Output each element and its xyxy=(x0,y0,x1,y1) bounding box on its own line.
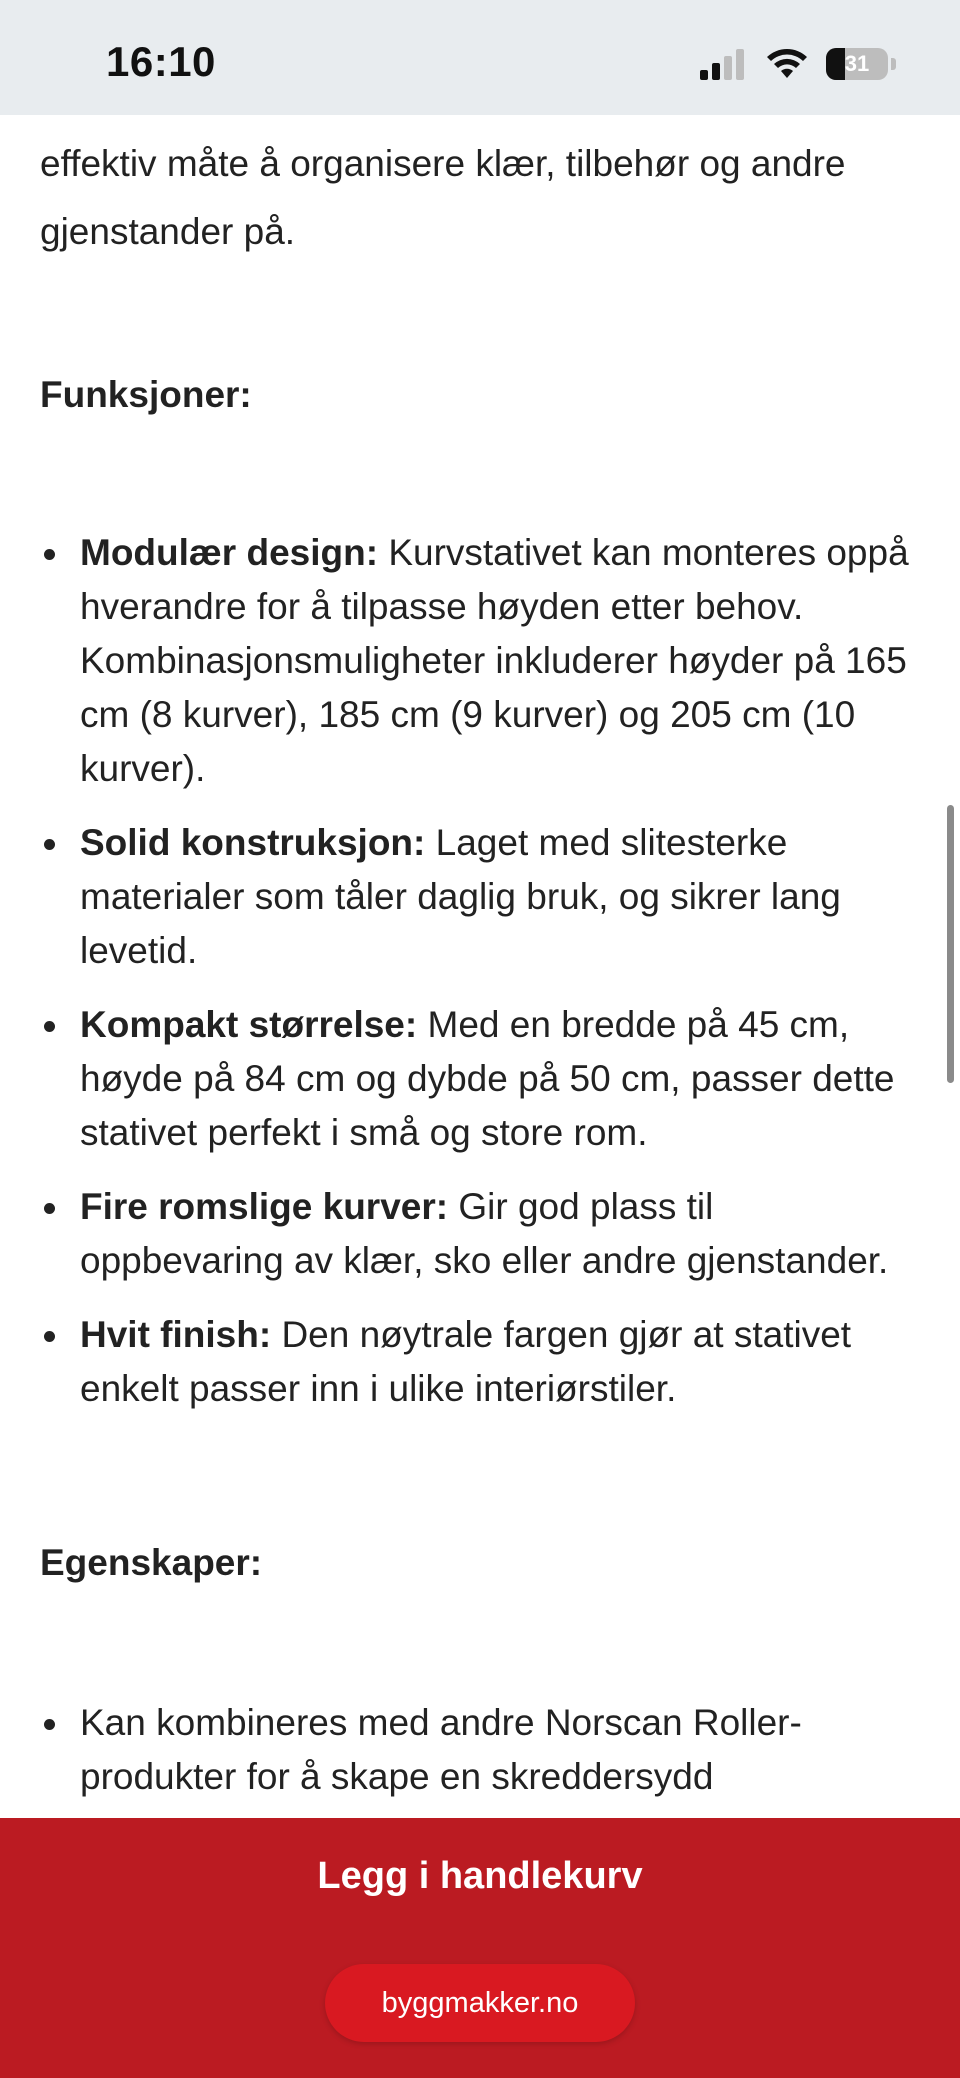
property-text: Kan kombineres med andre Norscan Roller-produkter for å skape en skreddersydd xyxy=(80,1702,802,1797)
bullet-icon xyxy=(44,1021,55,1032)
feature-title: Modulær design: xyxy=(80,532,379,573)
list-item xyxy=(40,816,920,978)
feature-text: Kurvstativet kan monteres oppå hverandre for å tilpasse høyden etter behov. Kombinasjonsmuligheter inkluderer høyder på 165 cm (8 kurver), 185 cm (9 kurver) og 205 cm (10 kurver). xyxy=(80,532,909,789)
list-item xyxy=(40,1696,920,1804)
list-item xyxy=(40,1180,920,1288)
functions-heading: Funksjoner: xyxy=(40,374,252,415)
scrollbar-thumb[interactable] xyxy=(947,805,954,1083)
url-bar[interactable]: byggmakker.no xyxy=(325,1964,635,2042)
battery-cap xyxy=(891,58,896,70)
feature-text: Den nøytrale fargen gjør at stativet enkelt passer inn i ulike interiørstiler. xyxy=(80,1314,852,1409)
feature-title: Kompakt størrelse: xyxy=(80,1004,418,1045)
signal-icon xyxy=(698,48,748,80)
properties-heading: Egenskaper: xyxy=(40,1542,263,1583)
feature-title: Hvit finish: xyxy=(80,1314,272,1355)
list-item xyxy=(40,526,920,796)
bullet-icon xyxy=(44,549,55,560)
status-icons xyxy=(698,44,896,84)
feature-text: Gir god plass til oppbevaring av klær, sko eller andre gjenstander. xyxy=(80,1186,889,1281)
intro-text: effektiv måte å organisere klær, tilbehør og andre gjenstander på. xyxy=(40,143,846,252)
wifi-icon xyxy=(766,48,808,80)
properties-list xyxy=(40,1696,920,1824)
battery-icon xyxy=(826,48,888,80)
feature-text: Laget med slitesterke materialer som tåler daglig bruk, og sikrer lang levetid. xyxy=(80,822,841,971)
status-time: 16:10 xyxy=(106,38,216,85)
bullet-icon xyxy=(44,1203,55,1214)
feature-text: Med en bredde på 45 cm, høyde på 84 cm og dybde på 50 cm, passer dette stativet perfekt i små og store rom. xyxy=(80,1004,895,1153)
feature-title: Solid konstruksjon: xyxy=(80,822,426,863)
add-to-cart-button[interactable]: Legg i handlekurv xyxy=(317,1854,643,1897)
list-item xyxy=(40,998,920,1160)
bullet-icon xyxy=(44,1719,55,1730)
bullet-icon xyxy=(44,839,55,850)
feature-list xyxy=(40,526,920,1436)
list-item xyxy=(40,1308,920,1416)
feature-title: Fire romslige kurver: xyxy=(80,1186,449,1227)
battery-level: 31 xyxy=(844,51,870,76)
status-bar xyxy=(0,0,960,115)
bullet-icon xyxy=(44,1331,55,1342)
bottom-bar xyxy=(0,1818,960,2078)
